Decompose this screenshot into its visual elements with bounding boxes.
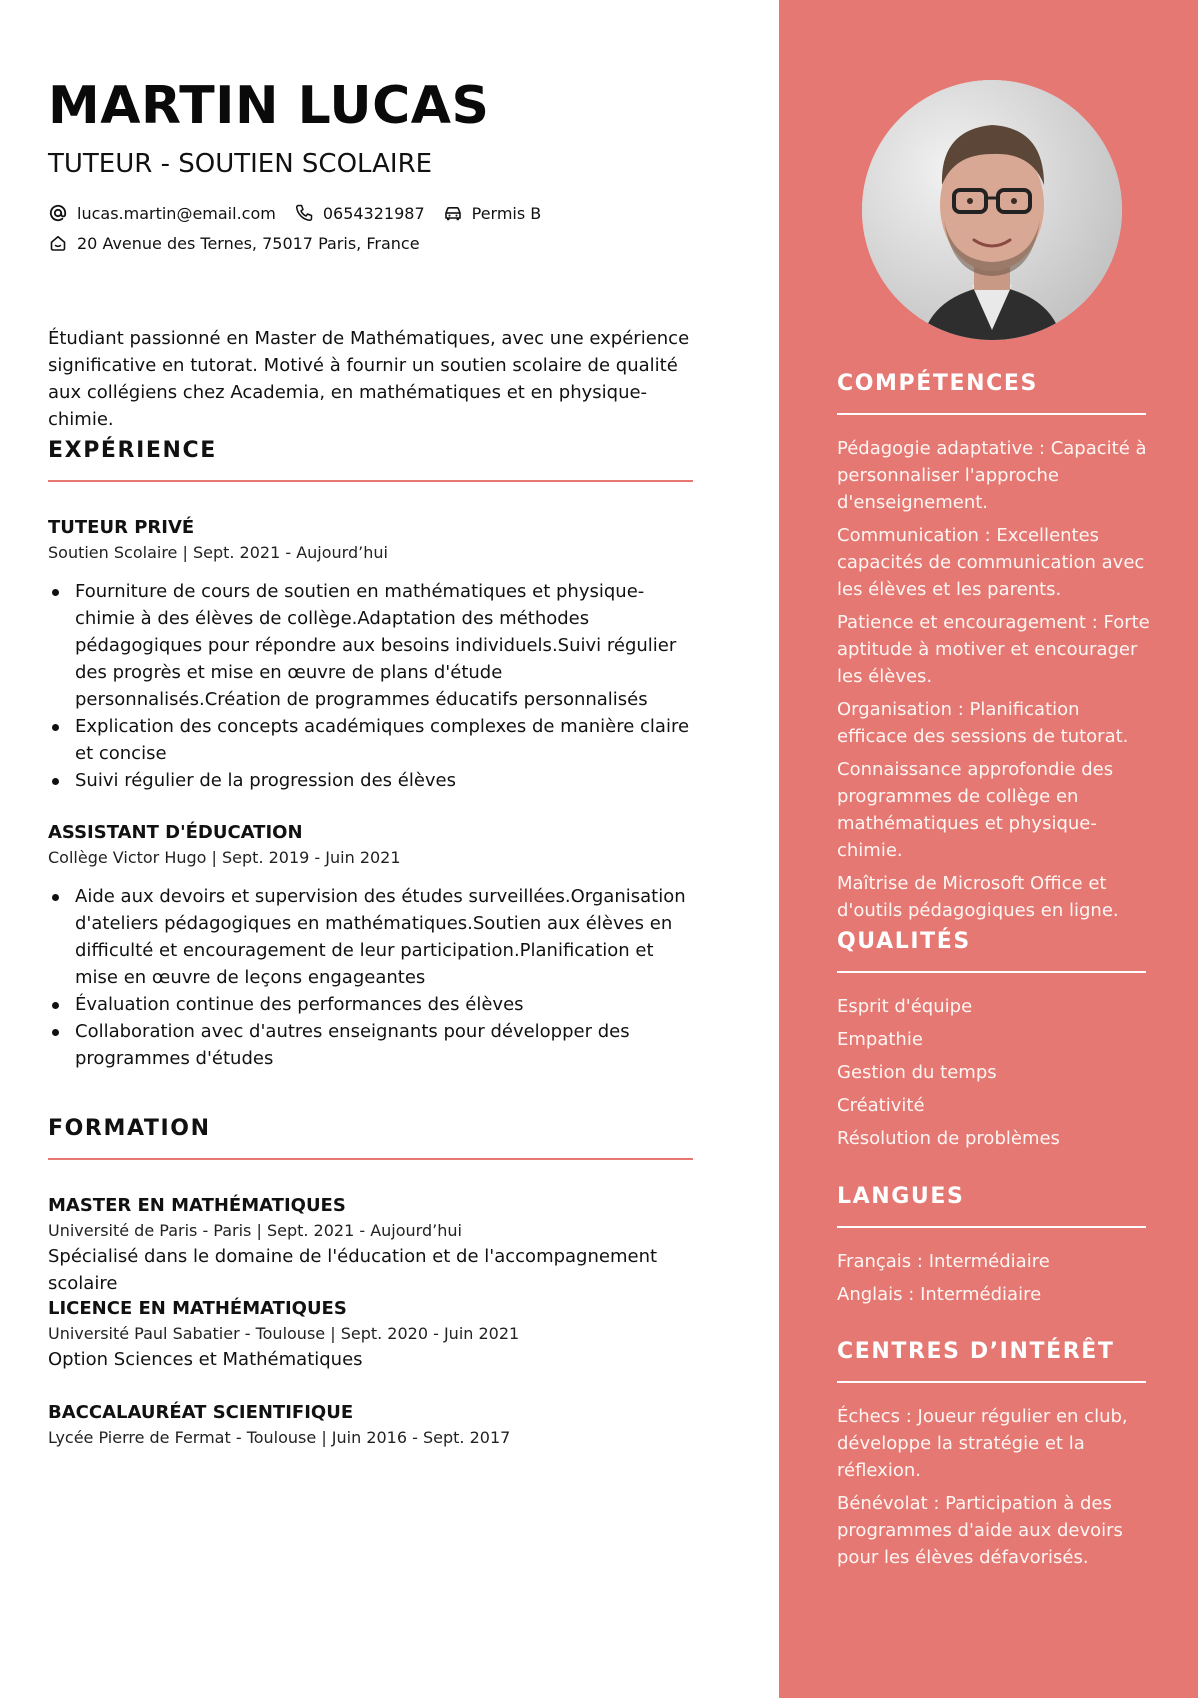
education-entry (48, 1296, 693, 1373)
phone-text: 0654321987 (322, 203, 425, 223)
phone-item (294, 203, 425, 223)
education-degree: MASTER EN MATHÉMATIQUES (48, 1195, 346, 1216)
car-icon (443, 203, 463, 223)
education-heading: FORMATION (48, 1116, 211, 1141)
experience-entry (48, 820, 693, 1072)
interests-heading: CENTRES D’INTÉRÊT (837, 1339, 1115, 1364)
license-text: Permis B (471, 203, 542, 223)
profile-photo (862, 80, 1122, 340)
interest-item: Échecs : Joueur régulier en club, développe la stratégie et la réflexion. (837, 1406, 1128, 1481)
experience-meta: Collège Victor Hugo | Sept. 2019 - Juin 2021 (48, 848, 401, 867)
qualities-list (837, 993, 1152, 1158)
candidate-name: MARTIN LUCAS (48, 76, 490, 136)
quality-item: Résolution de problèmes (837, 1128, 1060, 1149)
interests-divider (837, 1381, 1146, 1383)
bullet-item: Explication des concepts académiques complexes de manière claire et concise (48, 713, 693, 767)
profile-summary: Étudiant passionné en Master de Mathématiques, avec une expérience significative en tutorat. Motivé à fournir un soutien scolaire de qualité aux collégiens chez Academia, en mathématiques et en physique-chimie. (48, 328, 690, 430)
sidebar (779, 0, 1198, 1698)
qualities-divider (837, 971, 1146, 973)
contact-row-2 (48, 232, 438, 254)
home-icon (48, 233, 68, 253)
experience-role: ASSISTANT D'ÉDUCATION (48, 822, 303, 843)
education-meta: Université Paul Sabatier - Toulouse | Sept. 2020 - Juin 2021 (48, 1324, 520, 1343)
address-text: 20 Avenue des Ternes, 75017 Paris, France (77, 233, 420, 253)
language-item: Anglais : Intermédiaire (837, 1284, 1042, 1305)
quality-item: Gestion du temps (837, 1062, 997, 1083)
quality-item: Empathie (837, 1029, 923, 1050)
experience-bullets (48, 883, 693, 1072)
experience-heading: EXPÉRIENCE (48, 438, 217, 463)
email-item (48, 203, 276, 223)
education-entry (48, 1400, 693, 1450)
education-description: Option Sciences et Mathématiques (48, 1349, 363, 1370)
languages-divider (837, 1226, 1146, 1228)
interest-item: Bénévolat : Participation à des programmes d'aide aux devoirs pour les élèves défavorisés. (837, 1493, 1123, 1568)
contact-row-1 (48, 202, 559, 224)
skill-item: Communication : Excellentes capacités de communication avec les élèves et les parents. (837, 525, 1145, 600)
bullet-item: Évaluation continue des performances des élèves (48, 991, 693, 1018)
experience-divider (48, 480, 693, 482)
education-entry (48, 1193, 693, 1297)
education-meta: Université de Paris - Paris | Sept. 2021 - Aujourd’hui (48, 1221, 462, 1240)
experience-bullets (48, 578, 693, 794)
skill-item: Patience et encouragement : Forte aptitude à motiver et encourager les élèves. (837, 612, 1150, 687)
address-item (48, 233, 420, 253)
experience-role: TUTEUR PRIVÉ (48, 517, 195, 538)
quality-item: Créativité (837, 1095, 925, 1116)
language-item: Français : Intermédiaire (837, 1251, 1050, 1272)
experience-meta: Soutien Scolaire | Sept. 2021 - Aujourd’hui (48, 543, 388, 562)
at-icon (48, 203, 68, 223)
job-title: TUTEUR - SOUTIEN SCOLAIRE (48, 149, 433, 179)
skills-divider (837, 413, 1146, 415)
skill-item: Connaissance approfondie des programmes de collège en mathématiques et physique-chimie. (837, 759, 1114, 861)
interests-list (837, 1403, 1152, 1577)
education-description: Spécialisé dans le domaine de l'éducation et de l'accompagnement scolaire (48, 1246, 658, 1294)
skills-heading: COMPÉTENCES (837, 371, 1038, 396)
education-divider (48, 1158, 693, 1160)
portrait-image (862, 80, 1122, 340)
education-degree: LICENCE EN MATHÉMATIQUES (48, 1298, 347, 1319)
bullet-item: Collaboration avec d'autres enseignants pour développer des programmes d'études (48, 1018, 693, 1072)
email-text: lucas.martin@email.com (77, 203, 276, 223)
qualities-heading: QUALITÉS (837, 929, 971, 954)
skill-item: Pédagogie adaptative : Capacité à personnaliser l'approche d'enseignement. (837, 438, 1147, 513)
bullet-item: Aide aux devoirs et supervision des études surveillées.Organisation d'ateliers pédagogiques en mathématiques.Soutien aux élèves en difficulté et encouragement de leur participation.Planification et mise en œuvre de leçons engageantes (48, 883, 693, 991)
experience-entry (48, 515, 693, 794)
bullet-item: Suivi régulier de la progression des élèves (48, 767, 693, 794)
phone-icon (294, 203, 314, 223)
languages-heading: LANGUES (837, 1184, 965, 1209)
bullet-item: Fourniture de cours de soutien en mathématiques et physique-chimie à des élèves de collège.Adaptation des méthodes pédagogiques pour répondre aux besoins individuels.Suivi régulier des progrès et mise en œuvre de plans d'étude personnalisés.Création de programmes éducatifs personnalisés (48, 578, 693, 713)
languages-list (837, 1248, 1152, 1314)
skills-list (837, 435, 1152, 930)
quality-item: Esprit d'équipe (837, 996, 973, 1017)
main-column (48, 0, 693, 1698)
skill-item: Maîtrise de Microsoft Office et d'outils pédagogiques en ligne. (837, 873, 1119, 921)
license-item (443, 203, 542, 223)
skill-item: Organisation : Planification efficace des sessions de tutorat. (837, 699, 1129, 747)
education-meta: Lycée Pierre de Fermat - Toulouse | Juin 2016 - Sept. 2017 (48, 1428, 511, 1447)
education-degree: BACCALAURÉAT SCIENTIFIQUE (48, 1402, 354, 1423)
